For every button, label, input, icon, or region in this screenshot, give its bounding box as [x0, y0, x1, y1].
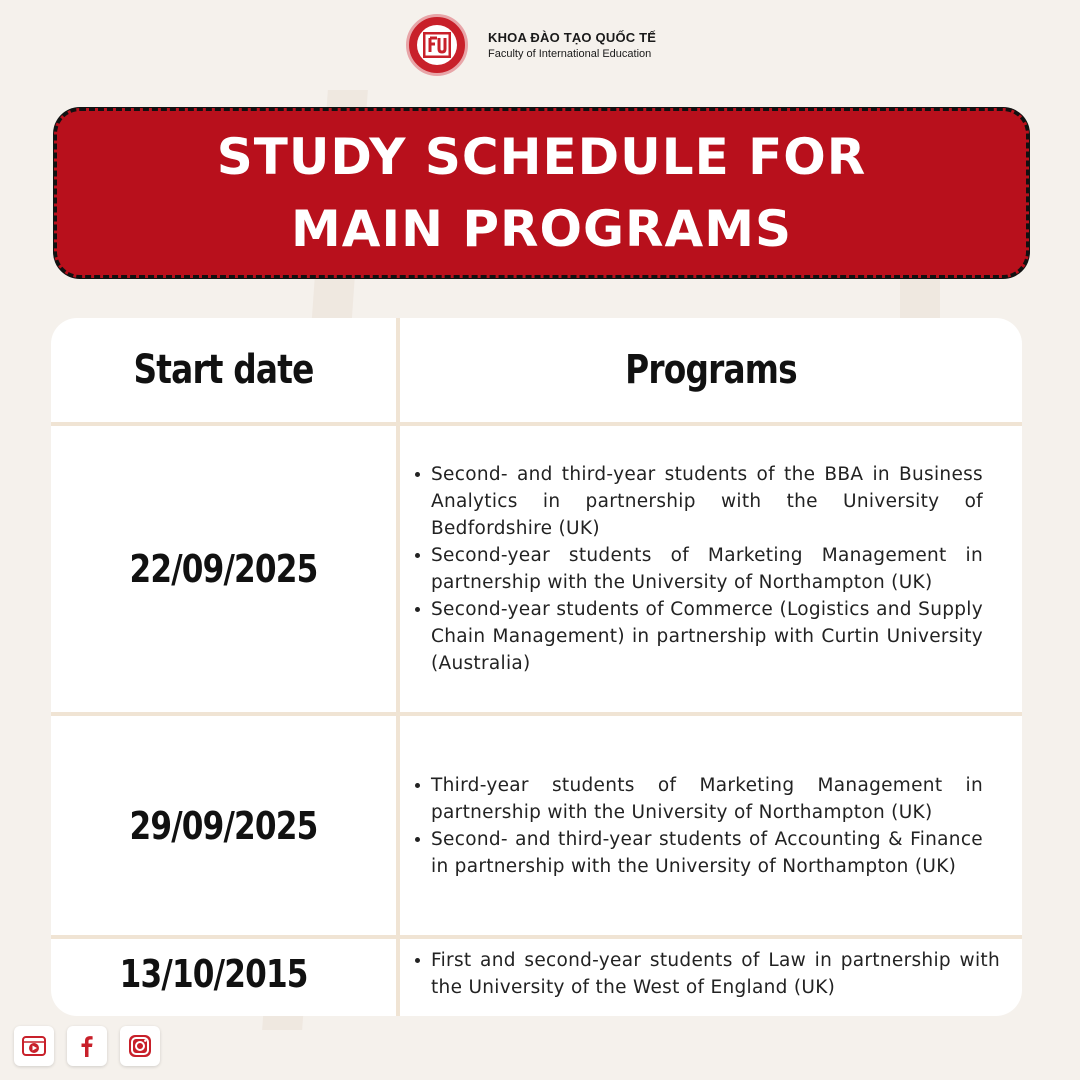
program-item: First and second-year students of Law in partnership with the University of the West of England (UK) [431, 947, 1000, 1001]
schedule-table [51, 318, 1022, 1016]
program-item: Second- and third-year students of the BBA in Business Analytics in partnership with the University of Bedfordshire (UK) [431, 461, 983, 542]
row-programs [411, 716, 983, 935]
row-start-date: 13/10/2015 [119, 952, 308, 996]
brand-name-vietnamese: KHOA ĐÀO TẠO QUỐC TẾ [488, 30, 657, 45]
program-item: Second-year students of Commerce (Logistics and Supply Chain Management) in partnership with Curtin University (Australia) [431, 596, 983, 677]
header [406, 12, 656, 78]
social-links [14, 1026, 160, 1066]
title-banner [54, 108, 1029, 278]
youtube-icon[interactable] [14, 1026, 54, 1066]
program-item: Second-year students of Marketing Management in partnership with the University of Northampton (UK) [431, 542, 983, 596]
brand-name-english: Faculty of International Education [488, 48, 652, 60]
row-start-date: 29/09/2025 [129, 803, 318, 848]
row-programs [411, 939, 1000, 1009]
program-item: Second- and third-year students of Accounting & Finance in partnership with the University of Northampton (UK) [431, 826, 983, 880]
instagram-icon[interactable] [120, 1026, 160, 1066]
page-title-line-1: STUDY SCHEDULE FOR [216, 128, 867, 186]
column-header-programs: Programs [625, 347, 797, 393]
brand [488, 30, 656, 60]
university-seal-icon [406, 14, 468, 76]
page-title-line-2: MAIN PROGRAMS [291, 200, 792, 258]
program-item: Third-year students of Marketing Management in partnership with the University of Northampton (UK) [431, 772, 983, 826]
facebook-icon[interactable] [67, 1026, 107, 1066]
column-header-start-date: Start date [133, 347, 314, 393]
row-programs [411, 426, 983, 712]
row-start-date: 22/09/2025 [129, 547, 318, 591]
